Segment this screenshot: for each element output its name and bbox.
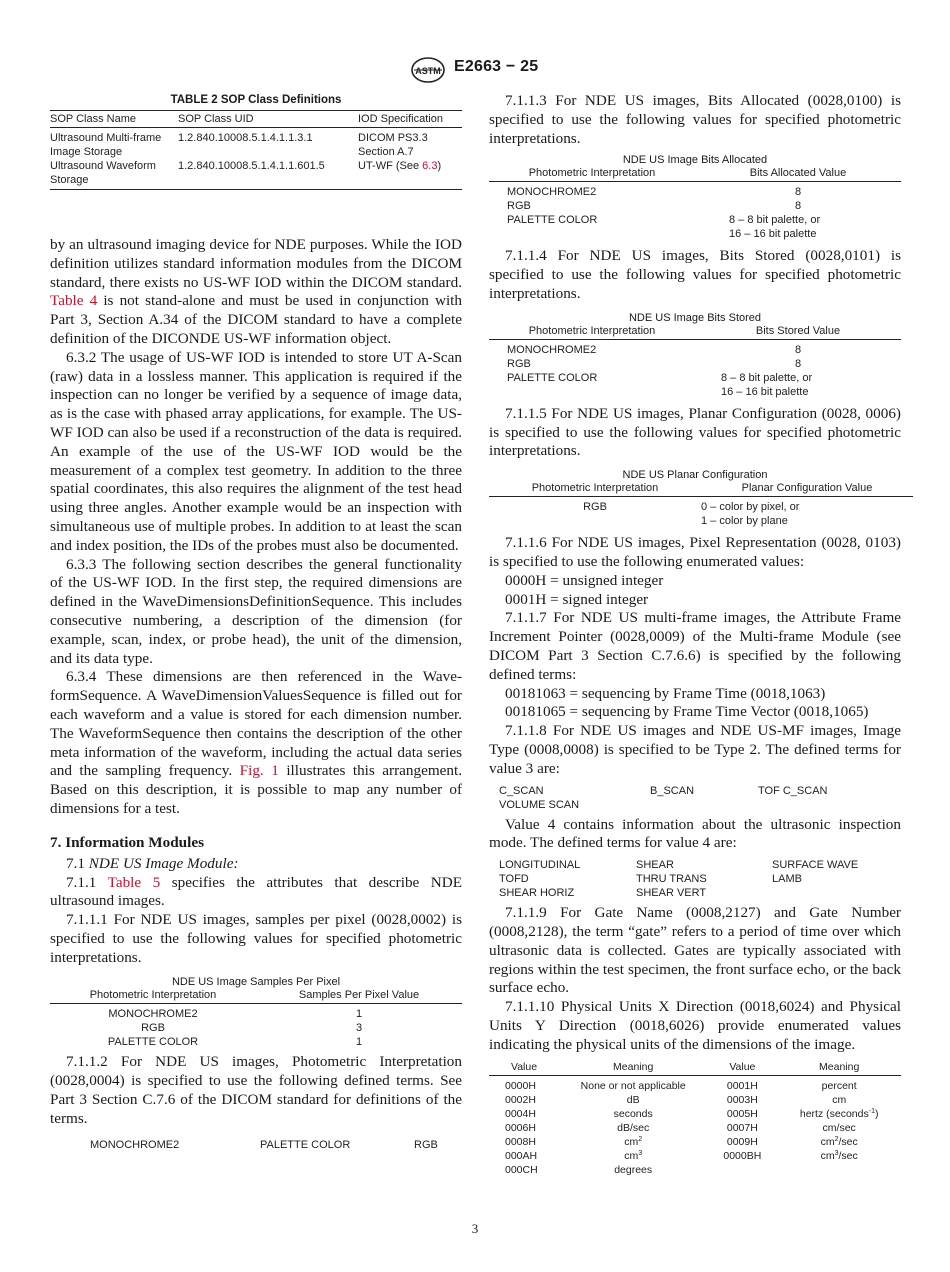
page-number: 3: [471, 1221, 479, 1236]
table-row: 0004H seconds 0005H hertz (seconds$^{-1}$): [505, 1107, 879, 1120]
table2-sop-class-definitions: [50, 110, 462, 190]
table-row: RGB 0 – color by pixel, or: [583, 501, 800, 514]
section-7-heading: 7. Information Modules: [50, 833, 204, 851]
table-row: 0006H dB/sec 0007H cm/sec: [505, 1121, 856, 1134]
left-column: [50, 92, 462, 1152]
paragraph-7-1-1-7: 7.1.1.7 For NDE US multi-frame images, the Attribute Frame Increment Pointer (0028,0009) of the Multi-frame Module (see DICOM Part 3 Section C.7.6.6) is specified by the following defined terms:: [489, 609, 901, 683]
table-row: Ultrasound Waveform 1.2.840.10008.5.1.4.1.1.601.5 UT-WF (See 6.3): [50, 160, 442, 172]
logo-text: ASTM: [415, 66, 441, 76]
paragraph-7-1-1-6: 7.1.1.6 For NDE US images, Pixel Representation (0028, 0103) is specified to use the following enumerated values:: [489, 534, 901, 570]
table-row: Ultrasound Multi-frame 1.2.840.10008.5.1.4.1.1.3.1 DICOM PS3.3: [50, 132, 428, 144]
planar-config-table: Photometric Interpretation Planar Configuration Value RGB 0 – color by pixel, or 1 – color by plane: [489, 482, 913, 528]
fig1-link[interactable]: Fig. 1: [239, 762, 279, 780]
table2-header: SOP Class Name: [50, 111, 178, 128]
table-row: MONOCHROME2 8: [507, 186, 802, 199]
table2-title: TABLE 2 SOP Class Definitions: [170, 94, 342, 106]
table-row: RGB 3: [141, 1022, 363, 1035]
table-row: 000AH $cm^3$ 0000BH $cm^3/\sec$: [505, 1149, 858, 1162]
paragraph-value4: Value 4 contains information about the ultrasonic inspection mode. The defined terms for value 4 are:: [489, 815, 901, 852]
samples-per-pixel-table: Photometric Interpretation Samples Per Pixel Value MONOCHROME2 1 RGB 3 PALETTE COLOR 1: [50, 989, 462, 1049]
bits-allocated-table: Photometric Interpretation Bits Allocated Value MONOCHROME2 8 RGB 8 PALETTE COLOR 8 – 8 bit palette, or 16 – 16 bit palette: [489, 167, 901, 241]
value4-terms: LONGITUDINAL SHEAR SURFACE WAVE TOFD THRU TRANS LAMB SHEAR HORIZ SHEAR VERT: [499, 859, 859, 900]
bits-allocated-caption: NDE US Image Bits Allocated: [622, 154, 768, 167]
table-row: PALETTE COLOR 1: [107, 1036, 363, 1049]
table2-header: IOD Specification: [358, 111, 462, 128]
page-header: [0, 58, 950, 84]
table-row: Storage: [50, 173, 462, 190]
table-row: MONOCHROME2 1: [108, 1008, 363, 1021]
paragraph-7-1-1-4: 7.1.1.4 For NDE US images, Bits Stored (0028,0101) is specified to use the following values for specified photometric interpretations.: [489, 247, 901, 302]
value3-terms: C_SCAN B_SCAN TOF C_SCAN VOLUME SCAN: [499, 784, 828, 811]
table-row: PALETTE COLOR 8 – 8 bit palette, or: [507, 214, 821, 227]
table4-link[interactable]: Table 4: [50, 292, 98, 310]
table-row: 0000H None or not applicable 0001H percent: [505, 1079, 857, 1092]
paragraph-6-3-4: 6.3.4 These dimensions are then referenced in the WaveformSequence. A WaveDimensionValuesSequence is filled out for each waveform and a value is stored for each dimension number. The WaveformSequence then contains the description of the other meta information of the waveform, including the actual data series and the sampling frequency. Fig. 1 illustrates this arrangement. Based on this description, it is possible to map any number of dimensions for a test.: [50, 668, 462, 817]
table-row: Image Storage Section A.7: [50, 146, 414, 158]
enum-unsigned: 0000H = unsigned integer: [505, 571, 664, 589]
astm-logo-icon: [410, 56, 446, 84]
bits-stored-table: Photometric Interpretation Bits Stored Value MONOCHROME2 8 RGB 8 PALETTE COLOR 8 – 8 bit palette, or 16 – 16 bit palette: [489, 325, 901, 399]
paragraph-7-1-1-2: 7.1.1.2 For NDE US images, Photometric Interpretation (0028,0004) is specified to use the following defined terms. See Part 3 Section C.7.6 of the DICOM standard for definitions of the terms.: [50, 1053, 462, 1127]
paragraph-7-1-1-8: 7.1.1.8 For NDE US images and NDE US-MF images, Image Type (0008,0008) is specified to be Type 2. The defined terms for value 3 are:: [489, 722, 901, 777]
table5-link[interactable]: Table 5: [107, 873, 161, 891]
paragraph-7-1-1: 7.1.1 Table 5 specifies the attributes that describe NDE ultrasound images.: [50, 873, 462, 910]
paragraph-7-1-1-10: 7.1.1.10 Physical Units X Direction (0018,6024) and Physical Units Y Direction (0018,6026) provide enumerated values indicating the physical units of the dimensions of the image.: [489, 998, 901, 1053]
paragraph-7-1-1-1: 7.1.1.1 For NDE US images, samples per pixel (0028,0002) is specified to use the following values for specified photometric interpretations.: [50, 911, 462, 966]
bits-stored-caption: NDE US Image Bits Stored: [628, 311, 762, 324]
photometric-terms: MONOCHROME2 PALETTE COLOR RGB: [90, 1138, 438, 1151]
paragraph-7-1-1-9: 7.1.1.9 For Gate Name (0008,2127) and Gate Number (0008,2128), the term “gate” refers to a period of time over which ultrasonic data is collected. Gates are typically associated with regions within the test specimen, the front surface echo, or the back surface echo.: [489, 904, 901, 997]
paragraph-7-1-1-5: 7.1.1.5 For NDE US images, Planar Configuration (0028, 0006) is specified to use the following values for specified photometric interpretations.: [489, 404, 901, 460]
paragraph-7-1-1-3: 7.1.1.3 For NDE US images, Bits Allocated (0028,0100) is specified to use the following values for specified photometric interpretations.: [489, 92, 901, 147]
paragraph-continuation: by an ultrasound imaging device for NDE purposes. While the IOD definition utilizes standard information modules from the DICOM standard, there exists no US-WF IOD within the DICOM standard. Table 4 is not stand-alone and must be used in conjunction with Part 3, Section A.34 of the DICOM standard to have a complete definition of the DICONDE US-WF information object.: [50, 236, 462, 347]
spp-caption: NDE US Image Samples Per Pixel: [171, 976, 341, 989]
paragraph-6-3-3: 6.3.3 The following section describes the general functionality of the US-WF IOD. In the first step, the required dimensions are defined in the WaveDimensionsDefinitionSequence. This includes consecutive numbering, a description of the dimension (for example, scan, index, or probe head), the unit of the dimension, and its data type.: [50, 555, 462, 667]
table-row: MONOCHROME2 8: [507, 343, 802, 356]
table-row: 0002H dB 0003H cm: [505, 1093, 847, 1106]
sequencing-frame-time: 00181063 = sequencing by Frame Time (0018,1063): [505, 684, 826, 702]
enum-signed: 0001H = signed integer: [505, 590, 649, 608]
planar-config-caption: NDE US Planar Configuration: [622, 469, 768, 482]
table-row: RGB 8: [507, 357, 802, 370]
table2-header: SOP Class UID: [178, 111, 358, 128]
table-row: PALETTE COLOR 8 – 8 bit palette, or: [507, 371, 813, 384]
sequencing-frame-time-vector: 00181065 = sequencing by Frame Time Vector (0018,1065): [505, 703, 869, 721]
paragraph-7-1: 7.1 NDE US Image Module:: [66, 854, 239, 872]
standard-designation: E2663 − 25: [454, 58, 539, 75]
section-6-3-link[interactable]: 6.3: [422, 160, 438, 172]
table-row: RGB 8: [507, 200, 802, 213]
table-row: 000CH degrees: [505, 1163, 653, 1176]
physical-units-table: Value Meaning Value Meaning 0000H None or not applicable 0001H percent 0002H dB 0003H cm 0004H seconds 0005H hertz (seconds$^{-1}$) 0006H dB/sec 0007H cm/sec 0008H $cm^2$ 0009H $cm^2/\sec$ 000AH $cm^3$ 0000BH $cm^3/\sec$ 000CH degrees: [489, 1061, 901, 1177]
right-column: [489, 92, 901, 1177]
paragraph-6-3-2: 6.3.2 The usage of US-WF IOD is intended to store UT A-Scan (raw) data in a lossless manner. This application is required if the inspection can no longer be verified by a sequence of image data, as is the case with phased array applications, for example. The US-WF IOD can also be used if a reconstruction of the data is required. An example of the use of the US-WF IOD would be the measurement of a complex test geometry. In addition to the three spatial coordinates, this also requires the alignment of the test head using three angles. Another example would be an inspection with simultaneous use of multiple probes. In addition to at least the scan and index position, the IDs of the probes must also be documented.: [50, 348, 462, 554]
table-row: 16 – 16 bit palette: [721, 385, 809, 398]
table-row: 1 – color by plane: [701, 515, 788, 528]
table-row: 16 – 16 bit palette: [729, 228, 817, 241]
table-row: 0008H $cm^2$ 0009H $cm^2/\sec$: [505, 1135, 858, 1148]
